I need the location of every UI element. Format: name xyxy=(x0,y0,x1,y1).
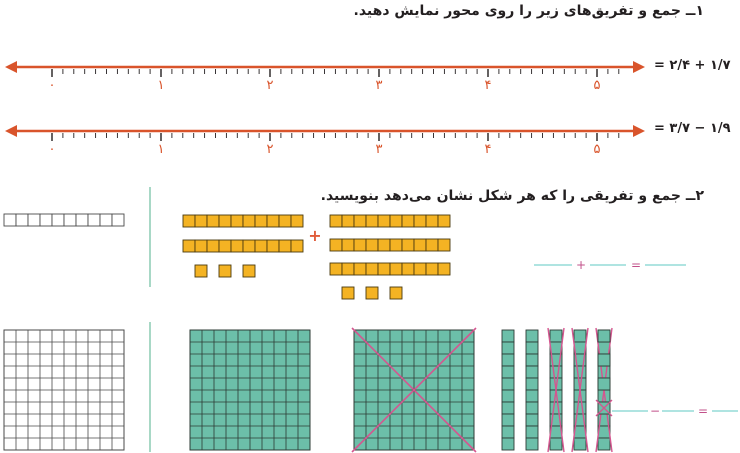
crossed-hundred-grid xyxy=(352,328,476,452)
unit-square xyxy=(219,265,231,277)
expression-1: = ۲/۴ + ۱/۷ xyxy=(654,58,731,73)
tick-label: ۴ xyxy=(484,78,492,93)
tick-label: ۳ xyxy=(375,142,383,157)
answer-plus-sign: + xyxy=(575,258,587,272)
exercise-2-title: ۲ــ جمع و تفریقی را که هر شکل نشان می‌دهد بنویسید. xyxy=(320,188,704,204)
left-operand-blocks xyxy=(183,215,303,277)
unit-square xyxy=(598,378,610,390)
empty-hundred-grid xyxy=(4,330,124,450)
ten-strip xyxy=(502,330,514,450)
ten-strip xyxy=(330,239,450,251)
tick-label: ۱ xyxy=(157,142,165,157)
tick-label: ۰ xyxy=(48,78,56,93)
unit-square xyxy=(390,287,402,299)
tick-label: ۲ xyxy=(266,142,274,157)
blank-strip-model xyxy=(4,214,124,226)
answer-equals-sign: = xyxy=(630,258,642,272)
expression-2: = ۳/۷ − ۱/۹ xyxy=(654,121,731,136)
ten-strip xyxy=(183,215,303,227)
exercise-1-title: ۱ــ جمع و تفریق‌های زیر را روی محور نمایش دهید. xyxy=(353,3,704,19)
tick-label: ۵ xyxy=(593,78,601,93)
filled-hundred-grid xyxy=(190,330,310,450)
answer-minus-sign: − xyxy=(649,404,661,418)
tick-label: ۱ xyxy=(157,78,165,93)
tick-label: ۴ xyxy=(484,142,492,157)
ten-strip xyxy=(183,240,303,252)
ten-strip xyxy=(330,215,450,227)
ten-strip xyxy=(330,263,450,275)
unit-square xyxy=(342,287,354,299)
teal-strips xyxy=(502,328,612,452)
unit-square xyxy=(598,330,610,342)
tick-label: ۰ xyxy=(48,142,56,157)
crossed-unit-square xyxy=(596,400,612,416)
tick-label: ۲ xyxy=(266,78,274,93)
ten-strip xyxy=(526,330,538,450)
tick-label: ۳ xyxy=(375,78,383,93)
right-operand-blocks xyxy=(330,215,450,299)
unit-square xyxy=(366,287,378,299)
crossed-ten-strip xyxy=(548,328,564,452)
answer-line-row-1[interactable] xyxy=(534,258,686,272)
tick-label: ۵ xyxy=(593,142,601,157)
unit-square xyxy=(598,354,610,366)
unit-square xyxy=(243,265,255,277)
plus-operator: + xyxy=(308,226,322,245)
unit-square xyxy=(195,265,207,277)
answer-equals-sign: = xyxy=(697,404,709,418)
answer-line-row-2[interactable] xyxy=(612,404,738,418)
crossed-ten-strip xyxy=(572,328,588,452)
